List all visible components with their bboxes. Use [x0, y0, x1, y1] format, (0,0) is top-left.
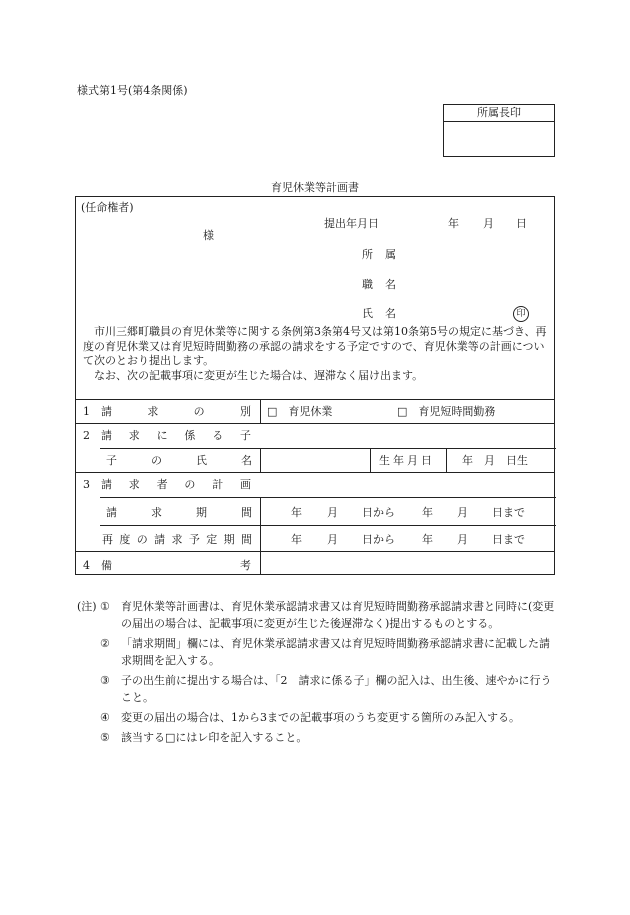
note-item: [77, 672, 555, 706]
submit-month[interactable]: 月: [483, 217, 494, 230]
note-text: 該当する□にはレ印を記入すること。: [121, 731, 308, 744]
label-char: 求: [128, 429, 140, 442]
seal-box-label: 所属長印: [444, 105, 554, 122]
row-number: 2: [83, 429, 90, 442]
label-char: 度: [119, 533, 131, 546]
submit-day[interactable]: 日: [516, 217, 527, 230]
label-char: の: [151, 454, 162, 467]
label-char: 予: [188, 533, 200, 546]
submit-date-label: 提出年月日: [324, 217, 379, 230]
position-label-2: 名: [385, 278, 396, 291]
label-char: 期: [223, 533, 235, 546]
planned-from-day[interactable]: 日から: [362, 533, 395, 546]
note-mark: ④: [100, 711, 110, 724]
label-char: 別: [239, 405, 251, 418]
note-text: 「請求期間」欄には、育児休業承認請求書又は育児短時間勤務承認請求書に記載した請求期間を記入する。: [121, 637, 550, 667]
option-childcare-leave[interactable]: □ 育児休業: [267, 405, 333, 418]
declaration-text: [83, 325, 549, 383]
declaration-paragraph-2: なお、次の記載事項に変更が生じた場合は、遅滞なく届け出ます。: [94, 368, 424, 382]
declaration-paragraph-1: 市川三郷町職員の育児休業等に関する条例第3条第4号又は第10条第5号の規定に基づき、再度の育児休業又は育児短時間勤務の承認の請求をする予定ですので、育児休業等の計画について次のとおり提出します。: [83, 325, 547, 367]
period-to-year[interactable]: 年: [422, 506, 433, 519]
affiliation-label-1: 所: [362, 248, 373, 261]
option-short-hours[interactable]: □ 育児短時間勤務: [397, 405, 496, 418]
note-mark: ③: [100, 674, 110, 687]
period-from-month[interactable]: 月: [327, 506, 338, 519]
label-char: 求: [151, 506, 162, 519]
period-to-day[interactable]: 日まで: [492, 506, 525, 519]
note-item: [77, 635, 555, 669]
period-from-day[interactable]: 日から: [362, 506, 395, 519]
appointer-label: (任命権者): [81, 201, 134, 214]
planned-to-day[interactable]: 日まで: [492, 533, 525, 546]
note-text: 子の出生前に提出する場合は、「2 請求に係る子」欄の記入は、出生後、速やかに行うこと。: [121, 674, 552, 704]
label-char: 計: [212, 478, 224, 491]
row-request-period: [76, 500, 261, 524]
label-char: 期: [196, 506, 207, 519]
label-char: 氏: [196, 454, 207, 467]
label-char: の: [193, 405, 205, 418]
period-to-month[interactable]: 月: [457, 506, 468, 519]
note-mark: ①: [100, 600, 110, 613]
birthdate-label: 生年月日: [379, 454, 435, 467]
row-remarks: [76, 553, 261, 577]
row-requester-plan: [76, 472, 261, 496]
addressee-sama: 様: [203, 229, 214, 242]
label-char: 子: [106, 454, 117, 467]
position-label-1: 職: [362, 278, 373, 291]
note-item: [77, 598, 555, 632]
planned-from-year[interactable]: 年: [291, 533, 302, 546]
document-title: 育児休業等計画書: [271, 181, 359, 194]
name-label-2: 名: [385, 307, 396, 320]
label-char: 間: [241, 506, 252, 519]
label-char: 定: [206, 533, 218, 546]
note-item: [77, 709, 555, 726]
row-number: 3: [83, 478, 90, 491]
label-char: 子: [239, 429, 251, 442]
notes-prefix: (注): [77, 600, 97, 613]
label-char: 再: [102, 533, 113, 546]
planned-to-year[interactable]: 年: [422, 533, 433, 546]
label-char: る: [212, 429, 224, 442]
plan-form: [75, 196, 555, 575]
note-text: 育児休業等計画書は、育児休業承認請求書又は育児短時間勤務承認請求書と同時に(変更の届出の場合は、記載事項に変更が生じた後遅滞なく)提出するものとする。: [121, 600, 555, 630]
submit-year[interactable]: 年: [448, 217, 459, 230]
period-from-year[interactable]: 年: [291, 506, 302, 519]
department-head-seal-box: [443, 104, 555, 157]
label-char: 係: [184, 429, 196, 442]
planned-to-month[interactable]: 月: [457, 533, 468, 546]
form-number: 様式第1号(第4条関係): [77, 84, 188, 97]
label-char: 考: [240, 559, 251, 572]
label-char: の: [136, 533, 148, 546]
row-request-type: [76, 399, 261, 423]
label-char: に: [156, 429, 168, 442]
label-char: 間: [241, 533, 252, 546]
note-mark: ②: [100, 637, 110, 650]
label-char: 請: [101, 478, 112, 491]
label-char: 求: [147, 405, 159, 418]
label-char: 求: [128, 478, 140, 491]
label-char: 請: [106, 506, 117, 519]
row-planned-period: [76, 527, 261, 551]
row-number: 4: [83, 559, 90, 572]
label-char: 請: [101, 429, 112, 442]
row-child: [76, 423, 261, 447]
row-child-name: [76, 448, 261, 472]
label-char: 請: [101, 405, 112, 418]
label-char: 者: [156, 478, 168, 491]
note-item: [77, 729, 555, 746]
label-char: 求: [171, 533, 183, 546]
name-label-1: 氏: [362, 307, 373, 320]
note-mark: ⑤: [100, 731, 110, 744]
birthdate-value[interactable]: 年 月 日生: [462, 454, 528, 467]
affiliation-label-2: 属: [385, 248, 396, 261]
label-char: 備: [101, 559, 112, 572]
label-char: 名: [241, 454, 252, 467]
notes-section: [77, 598, 555, 746]
seal-mark-icon: 印: [513, 306, 529, 322]
row-number: 1: [83, 405, 90, 418]
label-char: 請: [154, 533, 166, 546]
label-char: 画: [239, 478, 251, 491]
planned-from-month[interactable]: 月: [327, 533, 338, 546]
note-text: 変更の届出の場合は、1から3までの記載事項のうち変更する箇所のみ記入する。: [121, 711, 520, 724]
label-char: の: [184, 478, 196, 491]
